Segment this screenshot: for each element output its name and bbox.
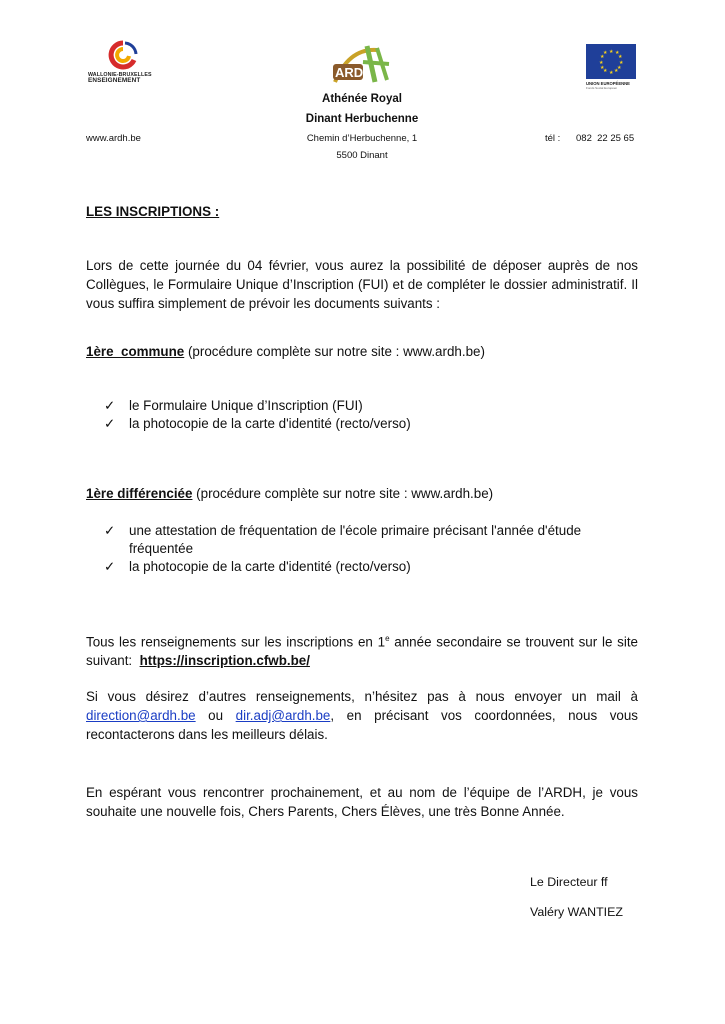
eu-line1: UNION EUROPÉENNE bbox=[586, 81, 630, 86]
list-item bbox=[104, 415, 624, 433]
differenciee-note: (procédure complète sur notre site : www.ardh.be) bbox=[192, 486, 494, 501]
intro-paragraph: Lors de cette journée du 04 février, vous aurez la possibilité de déposer auprès de nos Collègues, le Formulaire Unique d’Inscription (FUI) et de compléter le dossier administratif. Il vous suffira simplement de prévoir les documents suivants : bbox=[86, 258, 638, 311]
svg-text:★: ★ bbox=[603, 50, 608, 56]
eu-logo bbox=[586, 44, 638, 96]
check-icon: ✓ bbox=[104, 559, 116, 574]
differenciee-title: 1ère différenciée bbox=[86, 486, 193, 501]
wb-line2: ENSEIGNEMENT bbox=[88, 77, 141, 84]
direction-email-link[interactable]: direction@ardh.be bbox=[86, 708, 196, 723]
contact-paragraph bbox=[86, 687, 638, 744]
ardh-logo bbox=[327, 42, 393, 88]
commune-heading bbox=[86, 344, 485, 359]
commune-title: 1ère commune bbox=[86, 344, 185, 359]
svg-text:★: ★ bbox=[609, 70, 614, 76]
list-item-text: le Formulaire Unique d’Inscription (FUI) bbox=[129, 398, 363, 413]
info-paragraph bbox=[86, 629, 642, 670]
phone-label: tél : bbox=[545, 133, 561, 144]
list-item bbox=[104, 522, 624, 558]
svg-text:★: ★ bbox=[617, 65, 622, 71]
adjoint-email-link[interactable]: dir.adj@ardh.be bbox=[235, 708, 331, 723]
contact-text3: , en précisant vos coordonnées, nous vous recontacterons dans les meilleurs délais. bbox=[86, 708, 638, 742]
list-item-text: une attestation de fréquentation de l'école primaire précisant l'année d'étude fréquentée bbox=[129, 523, 582, 556]
svg-text:★: ★ bbox=[614, 68, 619, 74]
differenciee-checklist bbox=[104, 522, 624, 576]
website-text: www.ardh.be bbox=[86, 133, 141, 144]
wb-emblem-icon bbox=[103, 40, 143, 70]
svg-text:★: ★ bbox=[619, 60, 624, 66]
eu-line2: Fonds Social Européen bbox=[586, 86, 618, 90]
ardh-logo-text: ARD bbox=[335, 65, 364, 80]
school-name-line2: Dinant Herbuchenne bbox=[305, 113, 419, 125]
eu-flag-icon bbox=[586, 44, 636, 79]
svg-text:★: ★ bbox=[615, 50, 620, 56]
signature-name: Valéry WANTIEZ bbox=[530, 905, 623, 919]
list-item bbox=[104, 397, 624, 415]
contact-text1: Si vous désirez d’autres renseignements, n’hésitez pas à nous envoyer un mail à bbox=[86, 689, 638, 704]
commune-checklist bbox=[104, 397, 624, 433]
svg-text:★: ★ bbox=[618, 54, 623, 60]
svg-text:★: ★ bbox=[603, 68, 608, 74]
address-line2: 5500 Dinant bbox=[336, 150, 388, 161]
info-superscript: e bbox=[385, 634, 390, 643]
contact-text2: ou bbox=[195, 708, 236, 723]
check-icon: ✓ bbox=[104, 416, 116, 431]
list-item bbox=[104, 558, 624, 576]
inscription-link[interactable]: https://inscription.cfwb.be/ bbox=[139, 653, 310, 669]
check-icon: ✓ bbox=[104, 523, 116, 538]
list-item-text: la photocopie de la carte d'identité (recto/verso) bbox=[129, 416, 411, 431]
list-item-text: la photocopie de la carte d'identité (recto/verso) bbox=[129, 559, 411, 574]
closing-paragraph: En espérant vous rencontrer prochainement, et au nom de l’équipe de l’ARDH, je vous souhaite une nouvelle fois, Chers Parents, Chers Élèves, une très Bonne Année. bbox=[86, 785, 638, 819]
wb-line1: WALLONIE-BRUXELLES bbox=[88, 72, 152, 78]
phone-number: 082 22 25 65 bbox=[576, 133, 635, 144]
svg-text:★: ★ bbox=[600, 54, 605, 60]
school-name-line1: Athénée Royal bbox=[322, 93, 402, 105]
address-line1: Chemin d’Herbuchenne, 1 bbox=[306, 133, 418, 144]
signature-role: Le Directeur ff bbox=[530, 875, 608, 889]
svg-text:★: ★ bbox=[599, 60, 604, 66]
check-icon: ✓ bbox=[104, 398, 116, 413]
svg-text:★: ★ bbox=[609, 49, 614, 55]
section-title: LES INSCRIPTIONS : bbox=[86, 204, 220, 219]
commune-note: (procédure complète sur notre site : www.ardh.be) bbox=[184, 344, 485, 359]
svg-text:★: ★ bbox=[600, 65, 605, 71]
info-text-after: année secondaire se trouvent sur le site suivant: bbox=[86, 634, 642, 669]
info-text-before: Tous les renseignements sur les inscriptions en 1 bbox=[86, 634, 386, 650]
wallonie-bruxelles-logo bbox=[85, 40, 165, 86]
differenciee-heading bbox=[86, 486, 493, 501]
